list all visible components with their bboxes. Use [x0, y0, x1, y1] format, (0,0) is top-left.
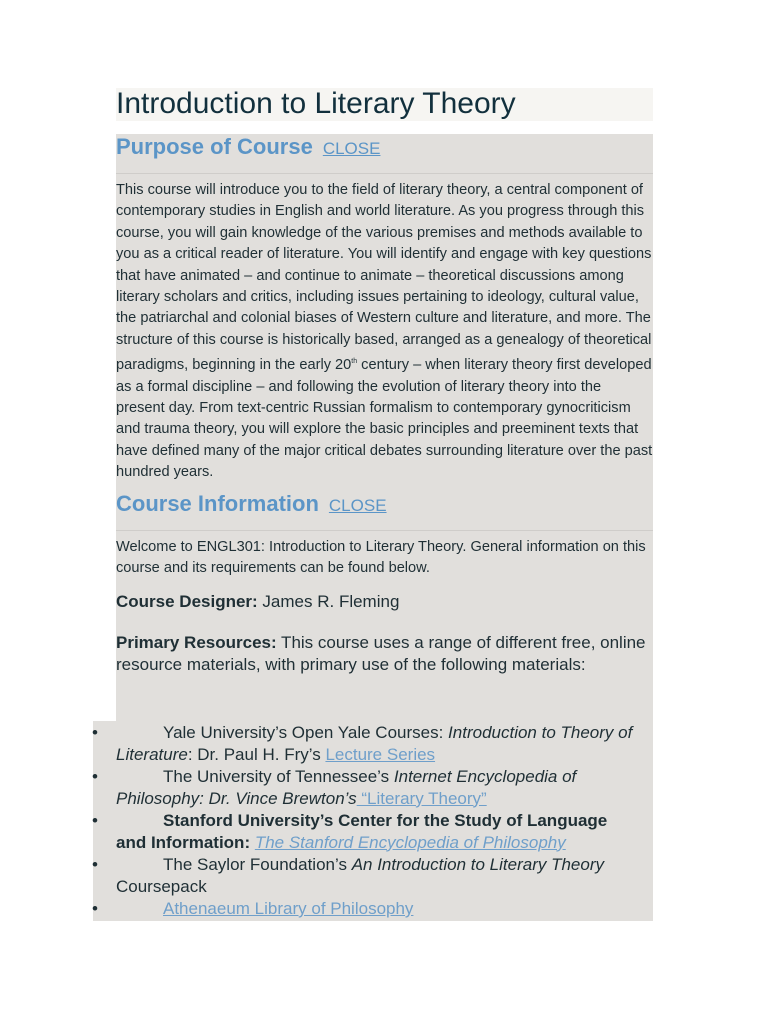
page-title: Introduction to Literary Theory	[116, 87, 516, 120]
resource-text: : Dr. Paul H. Fry’s	[187, 744, 326, 764]
info-section-header	[116, 491, 653, 531]
resource-text: Coursepack	[116, 876, 207, 896]
purpose-section-header	[116, 134, 653, 174]
course-designer	[116, 591, 653, 613]
purpose-text-sup: th	[351, 358, 358, 366]
list-item	[92, 766, 636, 809]
resource-list	[92, 722, 636, 921]
course-content	[116, 134, 653, 676]
designer-value: James R. Fleming	[257, 592, 400, 612]
purpose-heading[interactable]: Purpose of Course	[116, 134, 313, 159]
designer-label: Course Designer:	[116, 592, 258, 612]
resource-title: Internet Encyclopedia of Philosophy: Dr. Vince Brewton’s	[116, 767, 577, 808]
list-item	[92, 722, 636, 765]
resource-text: Stanford University’s Center for the Study of Language and Information:	[116, 811, 608, 852]
athenaeum-library-link[interactable]: Athenaeum Library of Philosophy	[163, 899, 414, 918]
list-item	[92, 854, 636, 897]
info-heading[interactable]: Course Information	[116, 490, 319, 516]
resource-title: Introduction to Theory of Literature	[116, 723, 633, 764]
purpose-text-part2: century – when literary theory first developed as a formal discipline – and following the evolution of literary theory into the present day. From text-centric Russian formalism to contemporary gynocriticism and trauma theory, you will explore the basic principles and preeminent texts that have defined many of the major critical debates surrounding literature over the past hundred years.	[116, 357, 653, 481]
resource-text: The Saylor Foundation’s	[163, 855, 352, 874]
bullet-icon: •	[92, 855, 98, 874]
bullet-icon: •	[92, 811, 98, 830]
lecture-series-link[interactable]: Lecture Series	[325, 744, 436, 764]
primary-resources	[116, 632, 653, 676]
purpose-close-link[interactable]: CLOSE	[322, 139, 381, 158]
literary-theory-link[interactable]: “Literary Theory”	[356, 788, 487, 808]
stanford-encyclopedia-link[interactable]: The Stanford Encyclopedia of Philosophy	[254, 832, 566, 852]
resource-title: An Introduction to Literary Theory	[351, 855, 604, 874]
bullet-icon: •	[92, 899, 98, 918]
resources-value: This course uses a range of different free, online resource materials, with primary use of the following materials:	[116, 633, 646, 675]
bullet-icon: •	[92, 767, 98, 786]
purpose-text	[116, 174, 653, 484]
welcome-text: Welcome to ENGL301: Introduction to Literary Theory. General information on this course and its requirements can be found below.	[116, 538, 646, 576]
bullet-icon: •	[92, 723, 98, 742]
info-close-link[interactable]: CLOSE	[328, 495, 387, 515]
resource-text: The University of Tennessee’s	[163, 767, 394, 786]
purpose-text-part1: This course will introduce you to the field of literary theory, a central component of contemporary studies in English and world literature. As you progress through this course, you will gain knowledge of the various premises and methods available to you as a critical reader of literature. You will identify and engage with key questions that have animated – and continue to animate – theoretical discussions among literary scholars and critics, including issues pertaining to ideology, cultural value, the patriarchal and colonial biases of Western culture and literature, and more. The structure of this course is historically based, arranged as a genealogy of theoretical paradigms, beginning in the early 20	[116, 182, 652, 374]
list-item	[92, 898, 636, 920]
resource-text: Yale University’s Open Yale Courses:	[163, 723, 449, 742]
resources-label: Primary Resources:	[116, 633, 277, 653]
list-item	[92, 810, 636, 853]
